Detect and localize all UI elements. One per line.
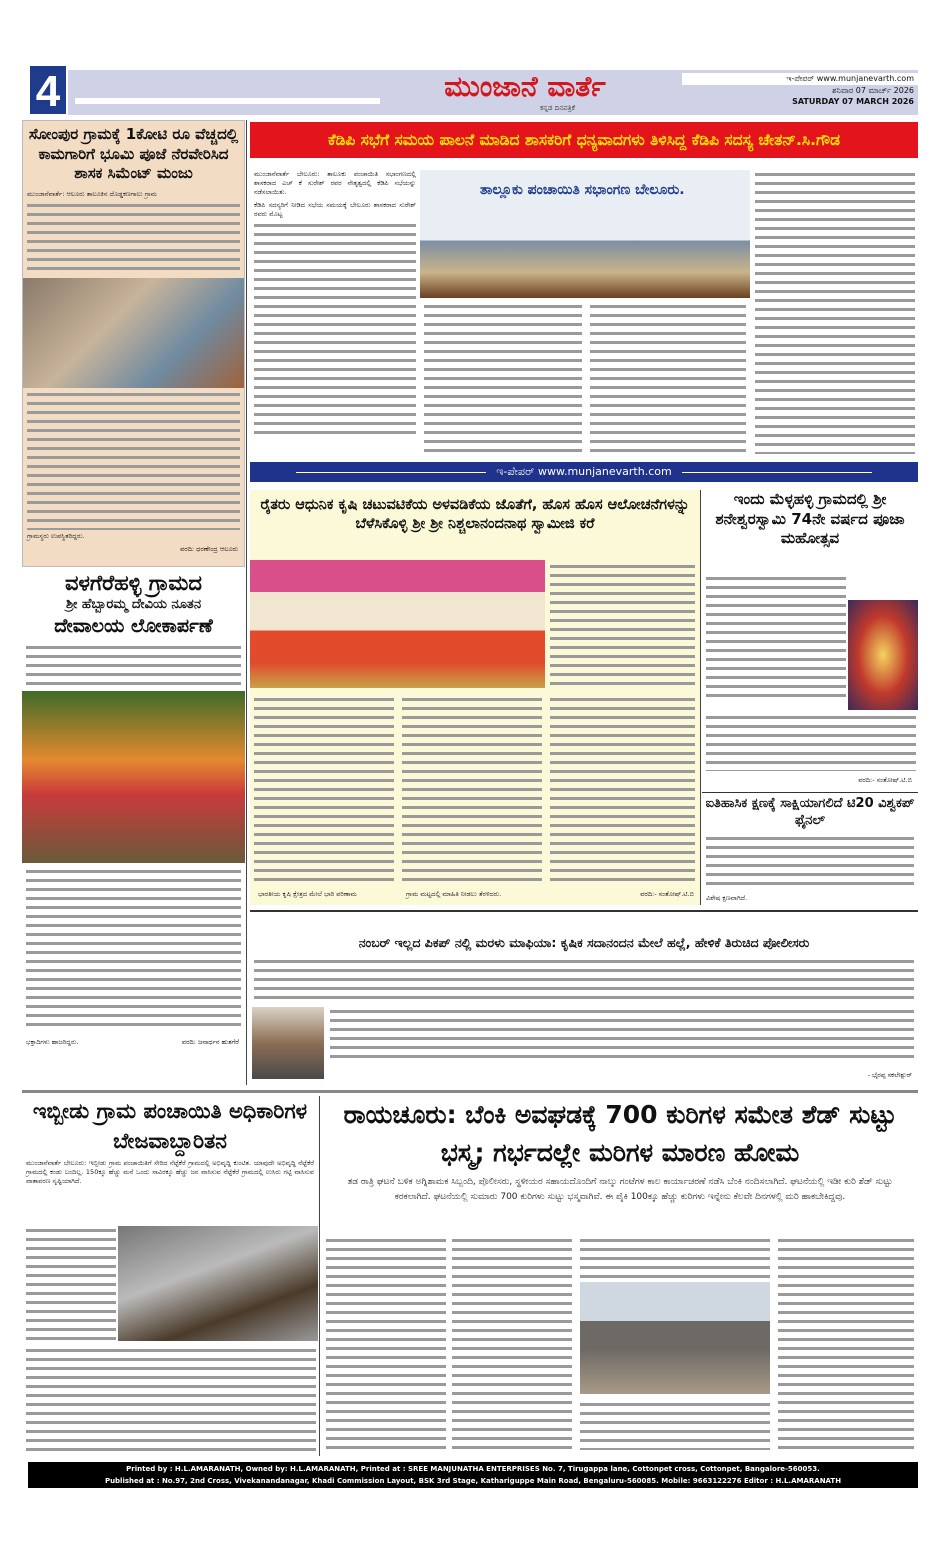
date-english: SATURDAY 07 MARCH 2026 (792, 97, 914, 106)
divider (250, 910, 918, 912)
headline: ಐತಿಹಾಸಿಕ ಕ್ಷಣಕ್ಕೆ ಸಾಕ್ಷಿಯಾಗಲಿದೆ ಟಿ20 ವಿಶ್ವಕಪ್ ಫೈನಲ್ (705, 796, 915, 828)
article-body-text (254, 221, 416, 436)
article-lead: ಮುಂಜಾನೆವಾರ್ತೆ: ಆಲೂರು ತಾಲೂಕಿನ ದೊಡ್ಡಕಣಗಾಲು ಗ್ರಾಮ (27, 189, 157, 198)
article-end: ವಿಶೇಷ ಕ್ಷಣವಾಗಿದೆ. (706, 893, 748, 902)
article-end: ಗ್ರಾಮ ಮಟ್ಟದಲ್ಲಿ ಮಾಹಿತಿ ನೀಡಲು ತೆರಳಿದರು. (406, 890, 502, 898)
photo-bhoomi-pooja (23, 278, 244, 388)
headline-line2: ಶ್ರೀ ಹೆಬ್ಬಾರಮ್ಮ ದೇವಿಯ ನೂತನ (65, 597, 202, 613)
header-rule (75, 98, 380, 104)
article-raichur (322, 1096, 918, 1456)
article-end: ಭಕ್ತಾದಿಗಳು ಹಾಜರಿದ್ದರು. (26, 1037, 79, 1046)
imprint-line-2: Published at : No.97, 2nd Cross, Vivekanandanagar, Khadi Commission Layout, BSK 3rd Stage, Kathariguppe Main Road, Bengaluru-560085. Mobile: 9663122276 Editor : H.L.AMARANATH (104, 1477, 842, 1485)
article-body-text (706, 574, 846, 699)
article-body-text (402, 695, 542, 885)
article-body-text (254, 695, 394, 885)
article-body-text (424, 302, 582, 454)
epaper-url[interactable]: ಇ-ಪೇಪರ್ www.munjanevarth.com (682, 73, 918, 85)
article-t20 (702, 796, 918, 906)
article-body-text (706, 713, 916, 771)
column-divider (246, 120, 247, 1085)
article-pickup (250, 935, 918, 1085)
photo-shaneshwara (848, 600, 918, 710)
headline: ವಳಗೆರೆಹಳ್ಳಿ ಗ್ರಾಮದ (65, 571, 202, 595)
article-body-text (778, 1236, 914, 1451)
epaper-banner[interactable]: ಇ-ಪೇಪರ್ www.munjanevarth.com (250, 462, 918, 482)
photo-swamiji-event (250, 560, 545, 688)
article-body-text (27, 390, 240, 530)
article-body-text (26, 1226, 116, 1341)
article-body-text (26, 643, 241, 687)
article-lead: ಮುಂಜಾನೆವಾರ್ತೆ ಬೇಲೂರು: ಇಬ್ಬೀಡು ಗ್ರಾಮ ಪಂಚಾಯಿತಿಗೆ ಸೇರಿದ ನೆಟ್ಟೆಕೆರೆ ಗ್ರಾಮದಲ್ಲಿ ಅಭಿವೃದ್ಧಿ ಕುಂಟಿತ. ಯಾವುದೇ ಅಭಿವೃದ್ಧಿ ನೆಟ್ಟೆಕೆರೆ ಗ್ರಾಮದಲ್ಲಿ ಕಂಡು ಬಂದಿಲ್ಲ. 150ಕ್ಕೂ ಹೆಚ್ಚು ಮನೆ ಒಂದು ಸಾವಿರಕ್ಕೂ ಹೆಚ್ಚು ಜನ ವಾಸಿಸುವ ನೆಟ್ಟೆಕೆರೆ ಗ್ರಾಮದಲ್ಲಿ ಉಸಿರು ಗಟ್ಟಿ ವಾಸಿಸುವ ವಾತಾವರಣ ಸೃಷ್ಟಿಯಾಗಿದೆ. (26, 1158, 314, 1185)
article-sompura (22, 120, 245, 567)
imprint-line-1: Printed by : H.L.AMARANATH, Owned by: H.L.AMARANATH, Printed at : SREE MANJUNATHA ENTERPRISES No. 7, Tirugappa lane, Cottonpet cross, Cottonpet, Bangalore-560053. (126, 1465, 820, 1473)
masthead-subtitle: ಕನ್ನಡ ದಿನಪತ್ರಿಕೆ (540, 104, 576, 112)
imprint-footer (28, 1462, 918, 1488)
byline: - ಭೈರಪ್ಪ ಸಕಲೇಶ್ಪುರ್ (867, 1071, 912, 1079)
photo-temple (22, 691, 245, 863)
article-body-text (254, 957, 914, 1002)
article-raitaru (250, 490, 700, 905)
headline-line3: ದೇವಾಲಯ ಲೋಕಾರ್ಪಣೆ (54, 615, 213, 638)
article-body-text (755, 170, 915, 454)
masthead-logo: ಮುಂಜಾನೆ ವಾರ್ತೆ (444, 70, 606, 103)
article-body-text (550, 562, 695, 686)
column-divider (319, 1096, 320, 1456)
article-body-text (580, 1236, 770, 1278)
photo-sadananda (252, 1007, 324, 1079)
date-kannada: ಶನಿವಾರ 07 ಮಾರ್ಚ್ 2026 (832, 86, 914, 95)
article-body-text (590, 302, 746, 454)
article-body-text (580, 1400, 770, 1450)
article-body-text (26, 1346, 316, 1451)
photo-banner-text: ತಾಲ್ಲೂಕು ಪಂಚಾಯಿತಿ ಸಭಾಂಗಣ ಬೇಲೂರು. (480, 182, 685, 198)
article-valagerehalli (22, 570, 245, 1085)
article-deck: ತಡ ರಾತ್ರಿ ಘಟನೆ ಬಳಿಕ ಅಗ್ನಿಶಾಮಕ ಸಿಬ್ಬಂದಿ, ಪೊಲೀಸರು, ಸ್ಥಳೀಯರ ಸಹಾಯದೊಂದಿಗೆ ನಾಲ್ಕು ಗಂಟೆಗಳ ಕಾಲ ಕಾರ್ಯಾಚರಣೆ ನಡೆಸಿ ಬೆಂಕಿ ನಂದಿಸಲಾಗಿದೆ. ಘಟನೆಯಲ್ಲಿ ಇಡೀ ಕುರಿ ಶೆಡ್ ಸುಟ್ಟು ಕರಕಲಾಗಿದೆ. ಘಟನೆಯಲ್ಲಿ ಸುಮಾರು 700 ಕುರಿಗಳು ಸುಟ್ಟು ಭಸ್ಮವಾಗಿವೆ. ಈ ಪೈಕಿ 100ಕ್ಕೂ ಹೆಚ್ಚು ಕುರಿಗಳು ಇನ್ನೇನು ಕೆಲವೇ ದಿನಗಳಲ್ಲಿ ಮರಿ ಹಾಕಬೇಕಿದ್ದವು. (347, 1177, 893, 1202)
divider (702, 792, 918, 793)
headline: ಇಂದು ಮೆಳ್ಳಹಳ್ಳಿ ಗ್ರಾಮದಲ್ಲಿ ಶ್ರೀ ಶನೇಶ್ವರಸ್ವಾಮಿ 74ನೇ ವರ್ಷದ ಪೂಜಾ ಮಹೋತ್ಸವ (715, 490, 905, 547)
article-kdp-col1 (250, 168, 420, 458)
photo-garbage (118, 1226, 318, 1341)
article-end: ಭಾರತೀಯ ಕೃಷಿ ಕ್ಷೇತ್ರದ ಮೇಲೆ ಭಾರಿ ಪರಿಣಾಮ (258, 890, 357, 898)
article-body-text (330, 1007, 914, 1063)
page-number: 4 (28, 64, 68, 116)
article-mellahalli (702, 488, 918, 788)
headline: ಸೋಂಪುರ ಗ್ರಾಮಕ್ಕೆ 1ಕೋಟಿ ರೂ ವೆಚ್ಚದಲ್ಲಿ ಕಾಮಗಾರಿಗೆ ಭೂಮಿ ಪೂಜೆ ನೆರವೇರಿಸಿದ ಶಾಸಕ ಸಿಮೆಂಟ್ ಮಂಜು (28, 125, 239, 182)
column-divider (700, 490, 701, 905)
byline: ವರದಿ: ಧರಣೇಂದ್ರ ಆಲೂರು (180, 544, 238, 553)
article-lead-2: ಕೆಡಿಪಿ ಸದಸ್ಯರಿಗೆ ನೀಡಿದ ಸಭೆಯ ಸಮಯಕ್ಕೆ ಬೇಲೂರು ಶಾಸಕರಾದ ಸುರೇಶ್ ರವರು ಮೊಟ್ಟ (254, 201, 416, 218)
article-body-text (26, 867, 241, 1032)
headline: ಇಬ್ಬೀಡು ಗ್ರಾಮ ಪಂಚಾಯಿತಿ ಅಧಿಕಾರಿಗಳ ಬೇಜವಾಬ್ದಾರಿತನ (32, 1099, 308, 1154)
byline: ವರದಿ: ಜನಾರ್ಧನ ಹುತಗೆರೆ (181, 1037, 239, 1046)
headline: ರೈತರು ಆಧುನಿಕ ಕೃಷಿ ಚಟುವಟಿಕೆಯ ಅಳವಡಿಕೆಯ ಜೊತೆಗೆ, ಹೊಸ ಹೊಸ ಆಲೋಚನೆಗಳನ್ನು ಬೆಳೆಸಿಕೊಳ್ಳಿ ಶ್ರೀ ಶ್ರೀ ನಿಶ್ಚಲಾನಂದನಾಥ ಸ್ವಾಮೀಜಿ ಕರೆ (260, 497, 690, 532)
article-body-text (27, 201, 240, 276)
article-lead: ಮುಂಜಾನೆವಾರ್ತೆ ಬೇಲೂರು: ತಾಲೂಕು ಪಂಚಾಯಿತಿ ಸಭಾಂಗಣದಲ್ಲಿ ಶಾಸಕರಾದ ಎಚ್ ಕೆ ಸುರೇಶ್ ರವರ ನೇತೃತ್ವದಲ್ಲಿ ಕೆಡಿಪಿ ಸಭೆಯನ್ನು ನಡೆಸಲಾಯಿತು. (254, 170, 416, 196)
article-body-text (706, 834, 914, 888)
photo-burnt-shed (580, 1282, 770, 1394)
section-divider (22, 1090, 918, 1093)
headline: ರಾಯಚೂರು: ಬೆಂಕಿ ಅವಘಡಕ್ಕೆ 700 ಕುರಿಗಳ ಸಮೇತ ಶೆಡ್ ಸುಟ್ಟು ಭಸ್ಮ; ಗರ್ಭದಲ್ಲೇ ಮರಿಗಳ ಮಾರಣ ಹೋಮ (343, 1100, 897, 1167)
photo-kdp-meeting (420, 170, 750, 298)
headline-kdp: ಕೆಡಿಪಿ ಸಭೆಗೆ ಸಮಯ ಪಾಲನೆ ಮಾಡಿದ ಶಾಸಕರಿಗೆ ಧನ್ಯವಾದಗಳು ತಿಳಿಸಿದ್ದ ಕೆಡಿಪಿ ಸದಸ್ಯ ಚೇತನ್.ಸಿ.ಗೌಡ (250, 122, 918, 158)
byline: ವರದಿ:- ಸಂತೋಷ್.ಟಿ.ಬಿ (858, 776, 912, 784)
edition-info (682, 73, 918, 107)
article-ibbidu (22, 1096, 318, 1456)
article-body-text (452, 1236, 572, 1451)
article-body-text (550, 695, 695, 885)
headline: ನಂಬರ್ ಇಲ್ಲದ ಪಿಕಪ್ ನಲ್ಲಿ ಮರಳು ಮಾಫಿಯಾ: ಕೃಷಿಕ ಸದಾನಂದನ ಮೇಲೆ ಹಲ್ಲೆ, ಹೇಳಿಕೆ ತಿರುಚಿದ ಪೋಲೀಸರು (358, 935, 810, 950)
article-end: ಗ್ರಾಮಸ್ಥರು ಉಪಸ್ಥಿತರಿದ್ದರು. (27, 531, 85, 540)
article-body-text (326, 1236, 446, 1451)
byline: ವರದಿ:- ಸಂತೋಷ್.ಟಿ.ಬಿ (640, 890, 694, 898)
